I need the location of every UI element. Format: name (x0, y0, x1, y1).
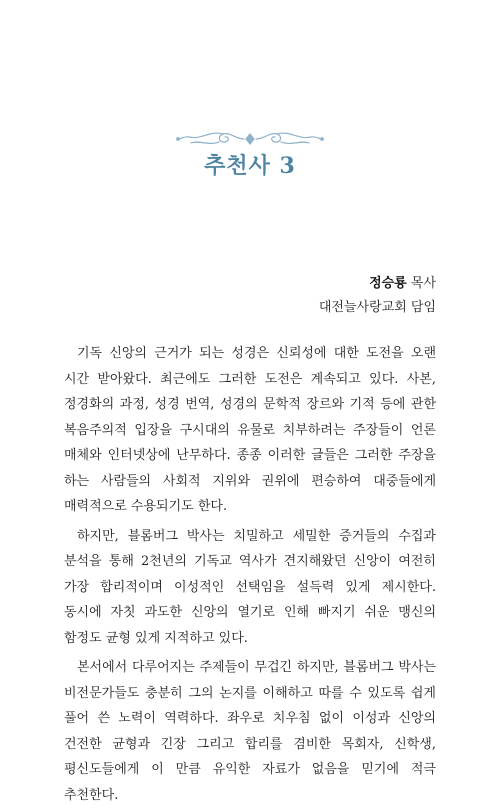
author-name-line (319, 272, 436, 296)
author-name: 정승룡 (369, 276, 407, 291)
recommendation-body (64, 341, 436, 812)
scroll-flourish-ornament-icon (175, 128, 325, 150)
page-title: 추천사 3 (204, 153, 296, 179)
author-block (319, 272, 436, 320)
paragraph: 하지만, 블롬버그 박사는 치밀하고 세밀한 증거들의 수집과 분석을 통해 2천년의 기독교 역사가 견지해왔던 신앙이 여전히 가장 합리적이며 이성적인 선택임을 설득력 있게 제시한다. 동시에 자칫 과도한 신앙의 열기로 인해 빠지기 쉬운 맹신의 함정도 균형 있게 지적하고 있다. (64, 528, 436, 646)
paragraph: 본서에서 다루어지는 주제들이 무겁긴 하지만, 블롬버그 박사는 비전문가들도 충분히 그의 논지를 이해하고 따를 수 있도록 쉽게 풀어 쓴 노력이 역력하다. 좌우로 치우침 없이 이성과 신앙의 건전한 균형과 긴장 그리고 합리를 겸비한 목회자, 신학생, 평신도들에게 이 만큼 유익한 자료가 없음을 믿기에 적극 추천한다. (64, 660, 436, 803)
author-title: 목사 (406, 276, 436, 291)
author-role: 대전늘사랑교회 담임 (318, 300, 436, 315)
paragraph: 기독 신앙의 근거가 되는 성경은 신뢰성에 대한 도전을 오랜 시간 받아왔다. 최근에도 그러한 도전은 계속되고 있다. 사본, 정경화의 과정, 성경 번역, 성경의 문학적 장르와 기적 등에 관한 복음주의적 입장을 구시대의 유물로 치부하려는 주장들이 언론 매체와 인터넷상에 난무하다. 종종 이러한 글들은 그러한 주장을 하는 사람들의 사회적 지위와 권위에 편승하여 대중들에게 매력적으로 수용되기도 한다. (64, 346, 436, 514)
